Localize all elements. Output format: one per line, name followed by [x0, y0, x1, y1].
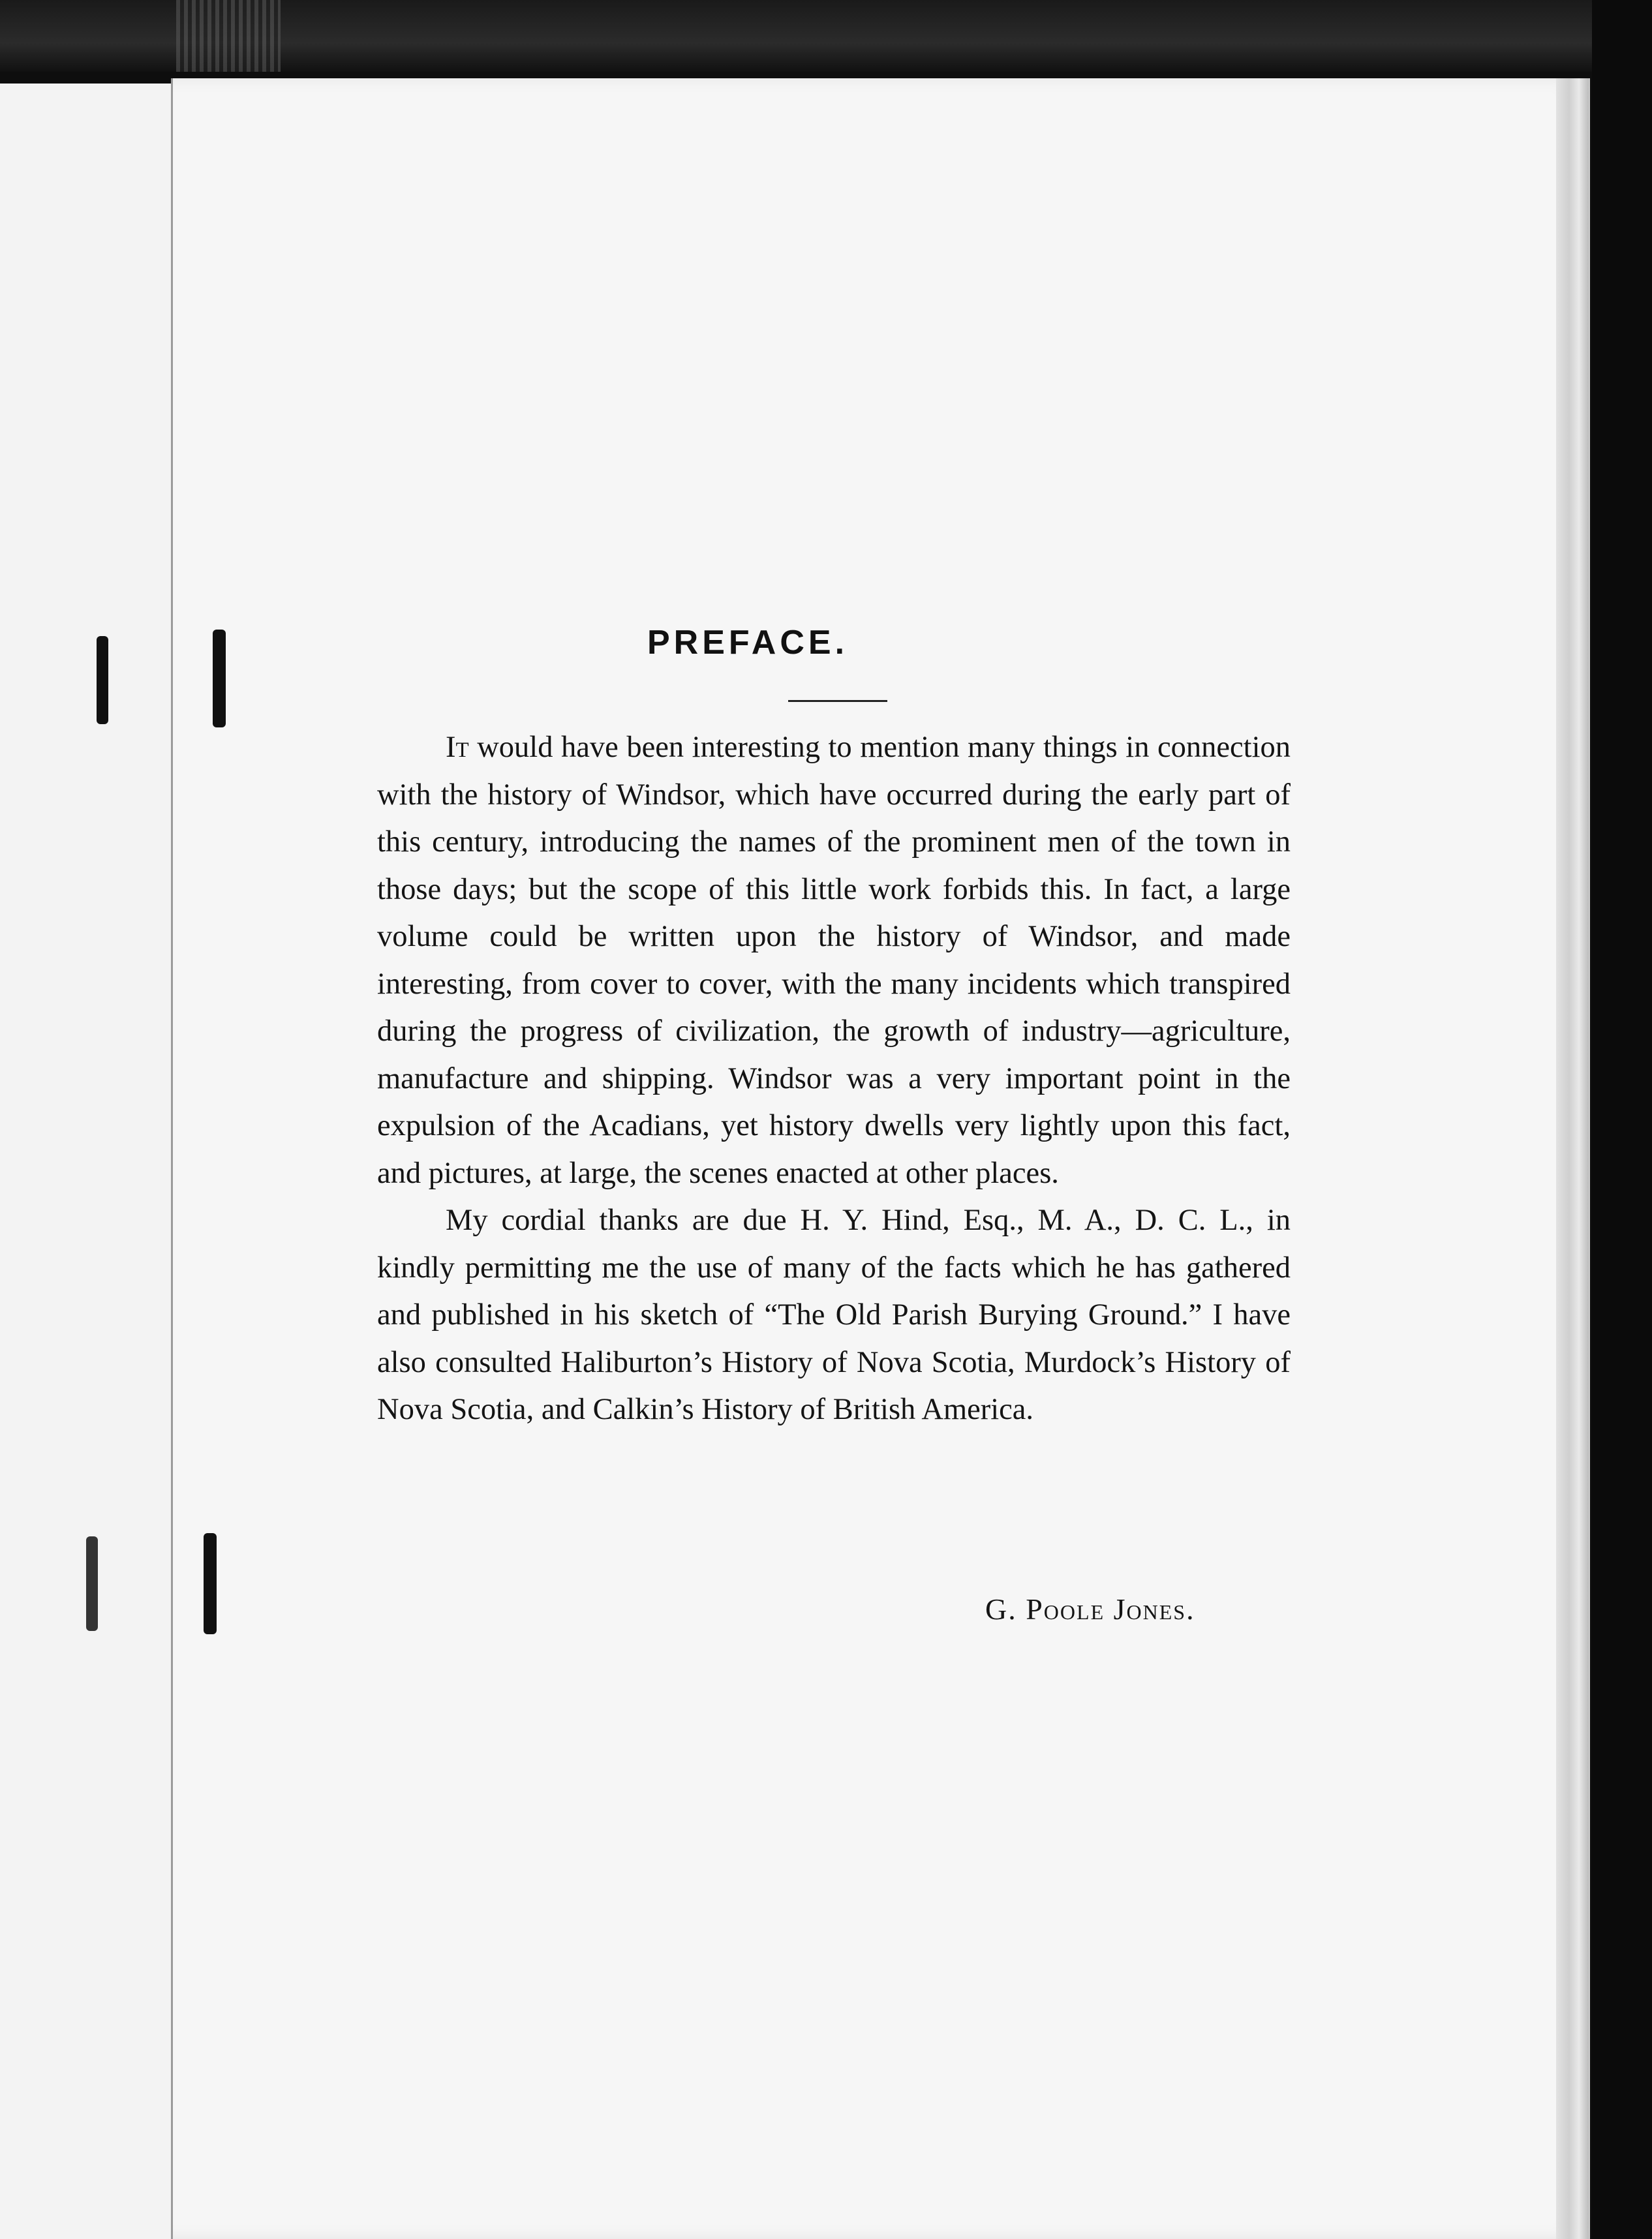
facing-page-edge [0, 84, 174, 2239]
binding-texture [176, 0, 281, 72]
scanner-background-right [1592, 0, 1652, 2239]
paragraph-1-lead: It [446, 731, 469, 764]
page-title: PREFACE. [647, 624, 849, 662]
stitch-mark [204, 1533, 217, 1634]
paragraph-1-text: would have been interesting to mention many things in connection with the history of Windsor, which have occurred during the early part of this century, introducing the names of the prominent men of the town in those days; but the scope of this little work forbids this. In fact, a large volume could be written upon the history of Windsor, and made interesting, from cover to cover, with the many incidents which transpired during the progress of civilization, the growth of industry—agriculture, manufacture and shipping. Windsor was a very important point in the expulsion of the Acadians, yet history dwells very lightly upon this fact, and pictures, at large, the scenes enacted at other places. [377, 731, 1291, 1190]
paragraph-2 [377, 1197, 1291, 1434]
title-rule [788, 700, 887, 702]
page-fore-edge [1556, 78, 1589, 2239]
paragraph-1 [377, 724, 1291, 1197]
preface-body [377, 724, 1291, 1434]
scanner-background-top [0, 0, 1652, 72]
stitch-mark [86, 1536, 98, 1631]
paragraph-2-text: My cordial thanks are due H. Y. Hind, Esq., M. A., D. C. L., in kindly permitting me the use of many of the facts which he has gathered and published in his sketch of “The Old Parish Burying Ground.” I have also consulted Haliburton’s History of Nova Scotia, Murdock’s History of Nova Scotia, and Calkin’s History of British America. [377, 1204, 1291, 1426]
author-signature: G. Poole Jones. [985, 1592, 1195, 1626]
